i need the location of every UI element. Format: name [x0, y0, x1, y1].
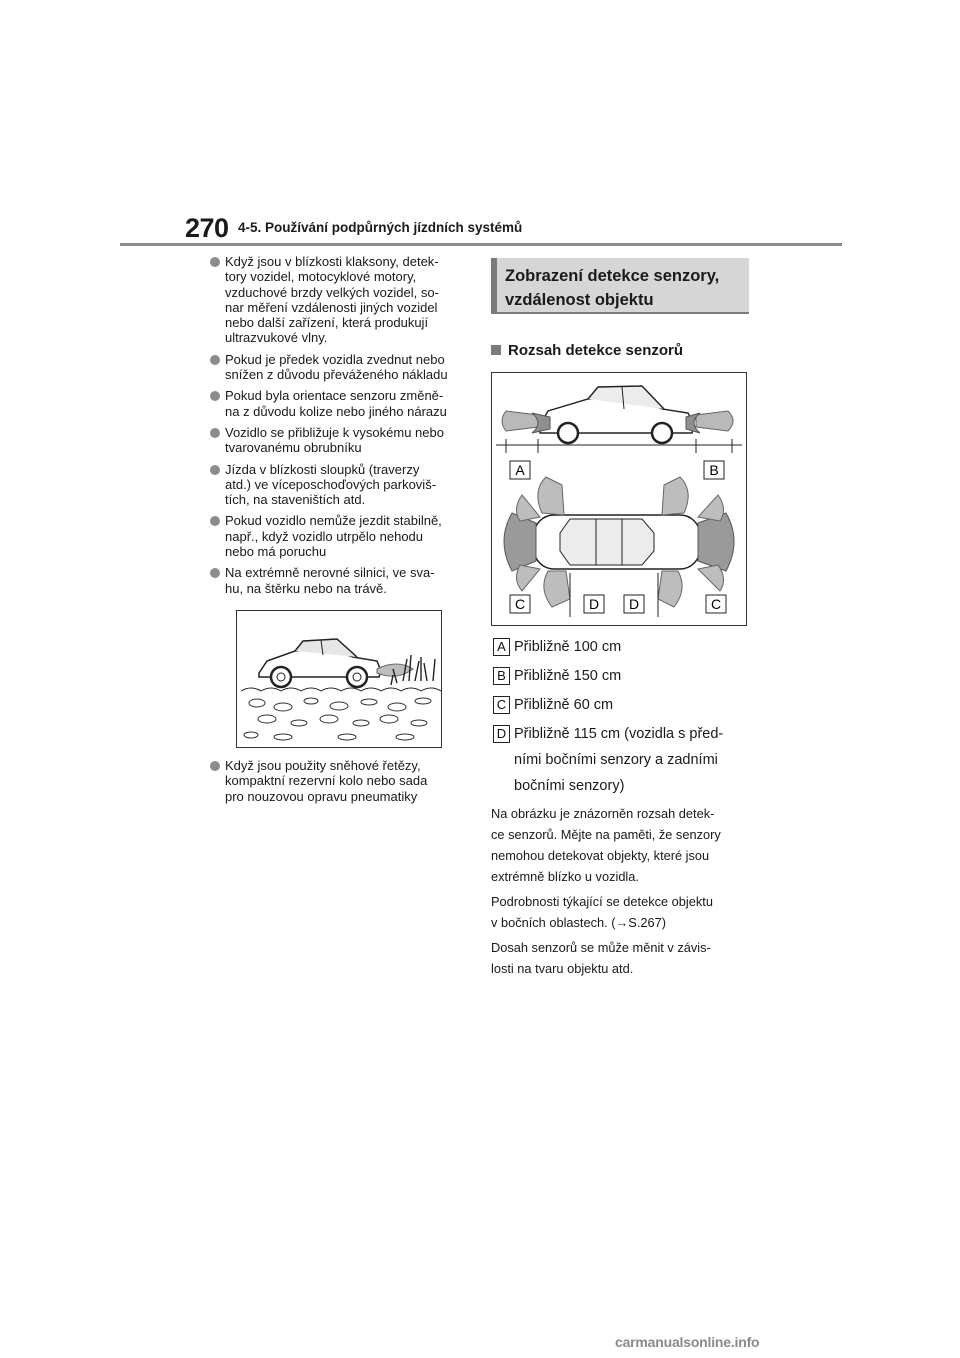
bullet-dot-icon: [210, 257, 220, 267]
header-divider: [120, 243, 842, 246]
diagram-label-c-left: C: [514, 596, 526, 612]
bullet-item: Pokud vozidlo nemůže jezdit stabilně, např., když vozidlo utrpělo nehodu nebo má poruchu: [210, 513, 472, 559]
right-column: [491, 258, 749, 979]
bullet-item: Vozidlo se přibližuje k vysokému nebo tvarovanému obrubníku: [210, 425, 472, 456]
bullet-item: Když jsou použity sněhové řetězy, kompaktní rezervní kolo nebo sada pro nouzovou opravu pneumatiky: [210, 758, 472, 804]
bullet-dot-icon: [210, 761, 220, 771]
bullet-item: Jízda v blízkosti sloupků (traverzy atd.) ve víceposchoďových parkoviš- tích, na staveništích atd.: [210, 462, 472, 508]
legend-item: A Přibližně 100 cm: [491, 634, 749, 660]
subheading: Rozsah detekce senzorů: [491, 342, 749, 359]
square-bullet-icon: [491, 345, 501, 355]
legend-item: B Přibližně 150 cm: [491, 663, 749, 689]
top-view-car: [504, 477, 734, 617]
left-column: [210, 254, 472, 810]
legend-item: C Přibližně 60 cm: [491, 692, 749, 718]
paragraph: Dosah senzorů se může měnit v závis- losti na tvaru objektu atd.: [491, 940, 711, 976]
sensor-range-diagram: [491, 372, 747, 626]
bullet-dot-icon: [210, 355, 220, 365]
bullet-item: Pokud byla orientace senzoru změně- na z důvodu kolize nebo jiného nárazu: [210, 388, 472, 419]
sensor-range-illustration: [492, 373, 746, 625]
diagram-label-d-left: D: [588, 596, 600, 612]
diagram-label-b: B: [709, 462, 719, 478]
section-title: 4-5. Používání podpůrných jízdních systémů: [238, 220, 523, 235]
car-on-grass-icon: [237, 611, 441, 747]
section-heading: Zobrazení detekce senzory, vzdálenost objektu: [505, 267, 720, 309]
bullet-dot-icon: [210, 391, 220, 401]
section-heading-box: [491, 258, 749, 314]
bullet-dot-icon: [210, 465, 220, 475]
paragraph-reference: Podrobnosti týkající se detekce objektu v bočních oblastech. (→S.267): [491, 894, 713, 930]
watermark-link[interactable]: carmanualsonline.info: [615, 1334, 760, 1350]
side-view-car: [496, 386, 742, 453]
bullet-item: Na extrémně nerovné silnici, ve sva- hu, na štěrku nebo na trávě.: [210, 565, 472, 596]
diagram-label-c-right: C: [710, 596, 722, 612]
bullet-item: Pokud je předek vozidla zvednut nebo snížen z důvodu převáženého nákladu: [210, 352, 472, 383]
paragraph: Na obrázku je znázorněn rozsah detek- ce senzorů. Mějte na paměti, že senzory nemohou detekovat objekty, které jsou extrémně blízko u vozidla.: [491, 806, 721, 884]
bullet-item: Když jsou v blízkosti klaksony, detek- tory vozidel, motocyklové motory, vzduchové brzdy velkých vozidel, so- nar měření vzdálenosti jiných vozidel nebo další zařízení, která produkují ultrazvukové vlny.: [210, 254, 472, 346]
diagram-label-d-right: D: [628, 596, 640, 612]
bullet-dot-icon: [210, 516, 220, 526]
legend: [491, 634, 749, 799]
page-number: 270: [185, 213, 229, 243]
rough-terrain-illustration: [236, 610, 442, 748]
bullet-dot-icon: [210, 428, 220, 438]
diagram-label-a: A: [515, 462, 525, 478]
legend-item: D Přibližně 115 cm (vozidla s před- ními bočními senzory a zadními bočními senzory): [491, 721, 749, 799]
bullet-dot-icon: [210, 568, 220, 578]
